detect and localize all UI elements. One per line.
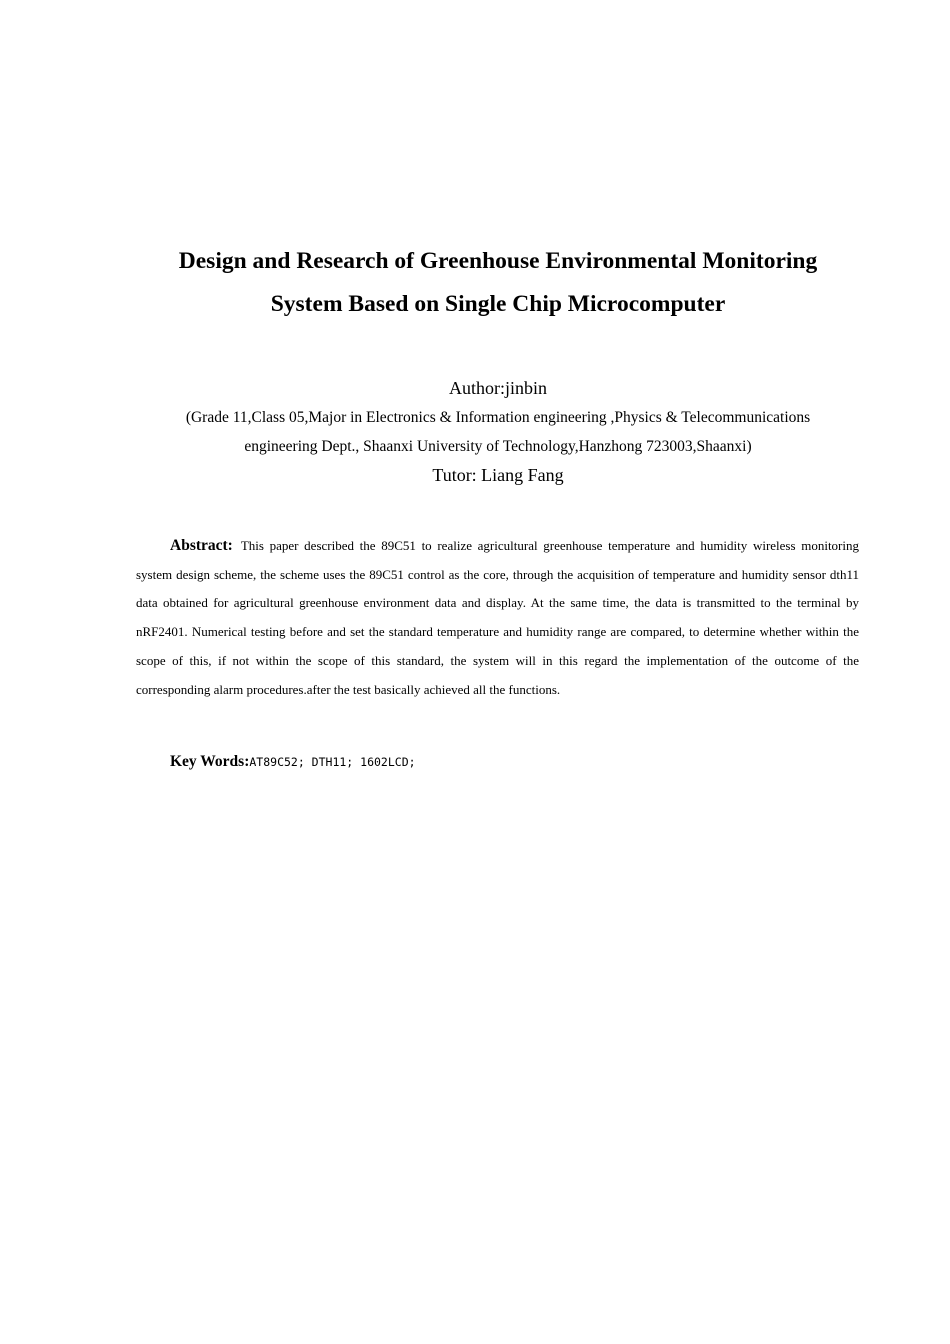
abstract-label: Abstract:	[170, 537, 233, 554]
abstract-text: This paper described the 89C51 to realize agricultural greenhouse temperature and humidity wireless monitoring system design scheme, the scheme uses the 89C51 control as the core, through the acquisition of temperature and humidity sensor dth11 data obtained for agricultural greenhouse environment data and display. At the same time, the data is transmitted to the terminal by nRF2401. Numerical testing before and set the standard temperature and humidity range are compared, to determine whether within the scope of this, if not within the scope of this standard, the system will in this regard the implementation of the outcome of the corresponding alarm procedures.after the test basically achieved all the functions.	[136, 538, 859, 697]
paper-title	[120, 240, 876, 326]
author-line: Author:jinbin	[449, 378, 547, 398]
keywords-line	[170, 749, 860, 775]
paper-title-line-1: Design and Research of Greenhouse Environmental Monitoring	[178, 248, 818, 274]
affiliation-line-1: (Grade 11,Class 05,Major in Electronics & Information engineering ,Physics & Telecommunications	[185, 409, 811, 426]
affiliation	[120, 403, 876, 461]
keywords-label: Key Words:	[170, 753, 250, 770]
keywords-values: AT89C52; DTH11; 1602LCD;	[249, 755, 416, 769]
paper-title-line-2: System Based on Single Chip Microcomputer	[270, 291, 726, 317]
abstract-paragraph	[136, 532, 859, 704]
tutor-line: Tutor: Liang Fang	[432, 465, 564, 485]
affiliation-line-2: engineering Dept., Shaanxi University of Technology,Hanzhong 723003,Shaanxi)	[244, 438, 752, 455]
